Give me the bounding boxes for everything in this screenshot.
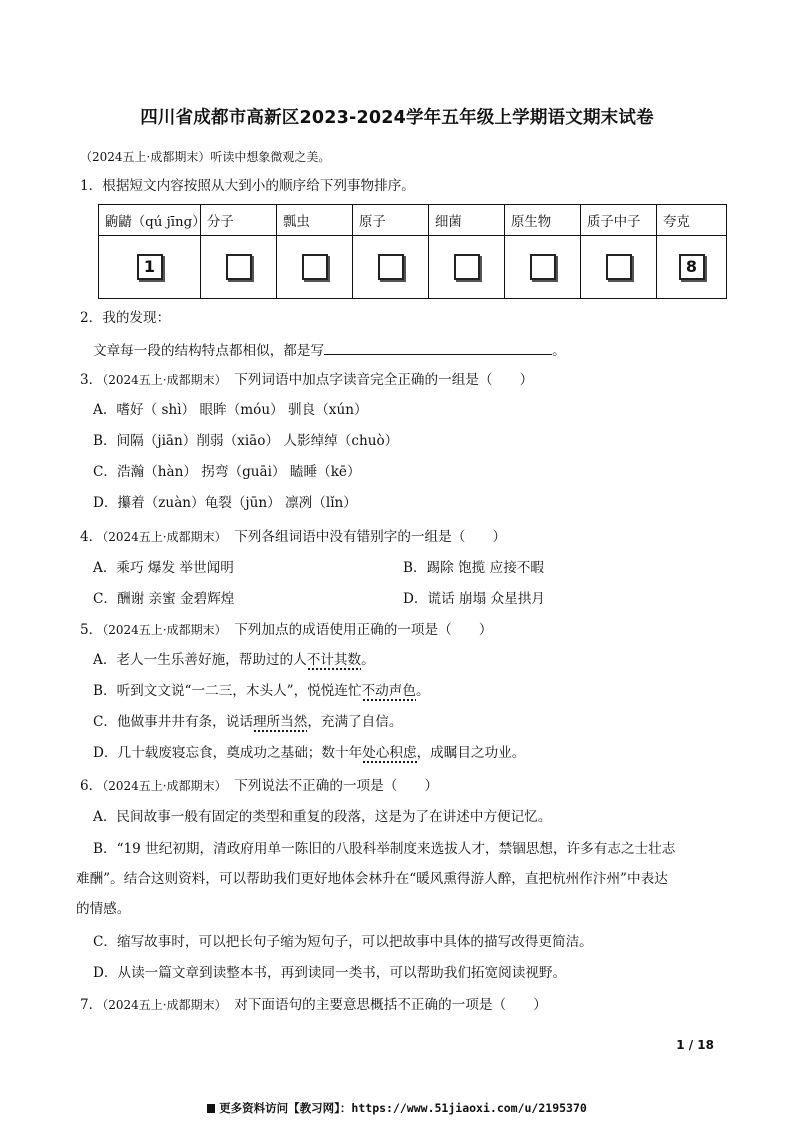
answer-box[interactable]: [302, 254, 328, 280]
ordering-table-answer-row: [99, 236, 727, 299]
q7-source: （2024五上·成都期末）: [102, 998, 221, 1012]
item-label: 原子: [353, 205, 429, 236]
dotted-idiom: 理所当然: [253, 714, 307, 733]
q6-option-a[interactable]: A．民间故事一般有固定的类型和重复的段落，这是为了在讲述中方便记忆。: [93, 809, 552, 825]
answer-cell: [429, 236, 505, 299]
q2-fill-line: [93, 340, 566, 361]
q6-option-c[interactable]: C．缩写故事时，可以把长句子缩为短句子，可以把故事中具体的描写改得更简洁。: [93, 934, 593, 950]
answer-cell: [99, 236, 201, 299]
q4-option-c[interactable]: C．酬谢 亲蜜 金碧辉煌: [93, 591, 235, 607]
item-label: 鼩鼱（qú jīng）: [99, 205, 201, 236]
q6-option-b-line3: 的情感。: [76, 901, 131, 917]
answer-box[interactable]: [378, 254, 404, 280]
q5-source: （2024五上·成都期末）: [102, 623, 221, 637]
q4-option-d[interactable]: D．谎话 崩塌 众星拱月: [403, 591, 545, 607]
page-title: 四川省成都市高新区2023-2024学年五年级上学期语文期末试卷: [140, 108, 654, 128]
q5-option-b[interactable]: B．听到文文说“一二三，木头人”，悦悦连忙不动声色。: [93, 681, 430, 701]
q6-stem: 6．（2024五上·成都期末） 下列说法不正确的一项是（ ）: [80, 778, 439, 794]
ordering-table-header-row: [99, 205, 727, 236]
footer-link[interactable]: [0, 1100, 794, 1116]
answer-box[interactable]: [530, 254, 556, 280]
q2-text-before: 文章每一段的结构特点都相似，都是写: [93, 343, 325, 359]
footer-text[interactable]: 更多资料访问【教习网】：https://www.51jiaoxi.com/u/2195370: [219, 1101, 587, 1115]
item-label: 瓢虫: [277, 205, 353, 236]
q7-stem: 7．（2024五上·成都期末） 对下面语句的主要意思概括不正确的一项是（ ）: [80, 997, 547, 1013]
q5-option-a[interactable]: A．老人一生乐善好施，帮助过的人不计其数。: [93, 650, 375, 670]
answer-box[interactable]: [454, 254, 480, 280]
item-label: 细菌: [429, 205, 505, 236]
q5-option-d[interactable]: D．几十载废寝忘食，奠成功之基础；数十年处心积虑，成瞩目之功业。: [93, 743, 525, 763]
q1-stem: 1．根据短文内容按照从大到小的顺序给下列事物排序。: [80, 178, 415, 194]
q4-source: （2024五上·成都期末）: [102, 530, 221, 544]
item-label: 质子中子: [581, 205, 657, 236]
answer-cell: [657, 236, 727, 299]
dotted-idiom: 不动声色: [362, 683, 416, 702]
item-label: 原生物: [505, 205, 581, 236]
q3-option-a[interactable]: A．嗜好（ shì） 眼眸（móu） 驯良（xún）: [93, 402, 368, 418]
q5-stem: 5．（2024五上·成都期末） 下列加点的成语使用正确的一项是（ ）: [80, 622, 493, 638]
dotted-idiom: 不计其数: [307, 652, 361, 671]
q3-stem: 3．（2024五上·成都期末） 下列词语中加点字读音完全正确的一组是（ ）: [80, 372, 534, 388]
answer-box[interactable]: [226, 254, 252, 280]
q3-source: （2024五上·成都期末）: [102, 373, 221, 387]
q6-option-d[interactable]: D．从读一篇文章到读整本书，再到读同一类书，可以帮助我们拓宽阅读视野。: [93, 965, 567, 981]
answer-box[interactable]: 8: [679, 254, 705, 280]
dotted-idiom: 处心积虑: [362, 745, 416, 764]
q4-option-b[interactable]: B．踢除 饱揽 应接不暇: [403, 560, 544, 576]
q4-stem: 4．（2024五上·成都期末） 下列各组词语中没有错别字的一组是（ ）: [80, 529, 507, 545]
q2-text-after: 。: [552, 343, 566, 359]
q3-option-d[interactable]: D．攥着（zuàn）龟裂（jūn） 凛冽（lǐn）: [93, 495, 357, 511]
flag-icon: [207, 1104, 215, 1113]
answer-cell: [201, 236, 277, 299]
q2-answer-blank[interactable]: [324, 340, 552, 355]
answer-box[interactable]: [606, 254, 632, 280]
q6-option-b-line2: 难酬”。结合这则资料，可以帮助我们更好地体会林升在“暖风熏得游人醉，直把杭州作汴州”中表达: [76, 871, 668, 887]
answer-cell: [277, 236, 353, 299]
page-number: 1 / 18: [676, 1038, 714, 1052]
item-label: 分子: [201, 205, 277, 236]
answer-cell: [505, 236, 581, 299]
q6-source: （2024五上·成都期末）: [102, 779, 221, 793]
answer-box[interactable]: 1: [137, 254, 163, 280]
intro-line: （2024五上·成都期末）听读中想象微观之美。: [80, 150, 331, 164]
q3-option-b[interactable]: B．间隔（jiān）削弱（xiāo） 人影绰绰（chuò）: [93, 433, 399, 449]
answer-cell: [581, 236, 657, 299]
q3-option-c[interactable]: C．浩瀚（hàn） 拐弯（guāi） 瞌睡（kē）: [93, 464, 361, 480]
q4-option-a[interactable]: A．乘巧 爆发 举世闻明: [93, 560, 234, 576]
q5-option-c[interactable]: C．他做事井井有条，说话理所当然，充满了自信。: [93, 712, 402, 732]
answer-cell: [353, 236, 429, 299]
q6-option-b-line1[interactable]: B．“19 世纪初期，清政府用单一陈旧的八股科举制度来选拔人才，禁锢思想，许多有志之士壮志: [93, 841, 676, 857]
ordering-table: [98, 204, 727, 299]
q2-stem: 2．我的发现：: [80, 310, 171, 326]
item-label: 夸克: [657, 205, 727, 236]
